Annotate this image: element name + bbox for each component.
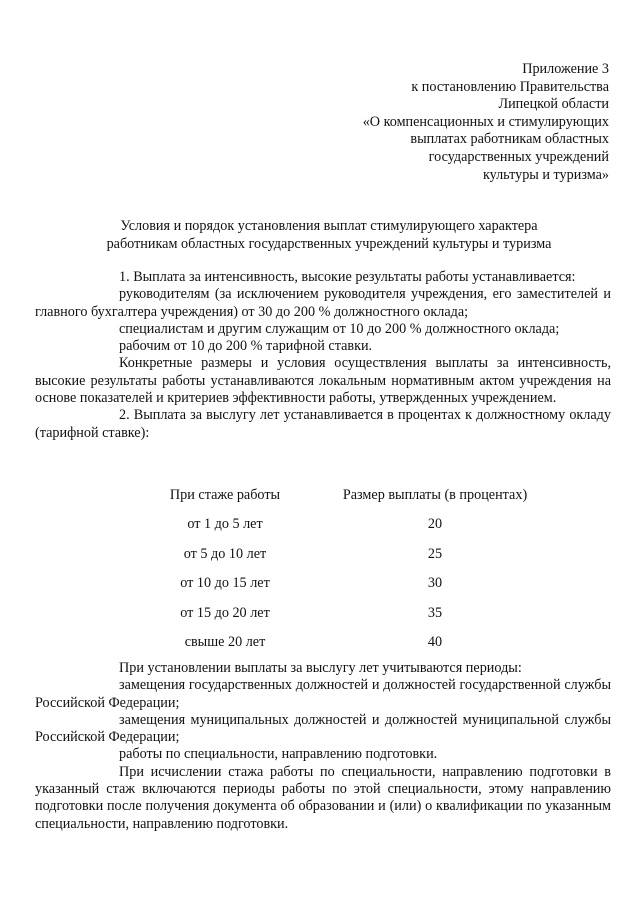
managers-paragraph: руководителям (за исключением руководителя учреждения, его заместителей и главного бухгалтера учреждения) от 30 до 200 % должностного оклада;	[35, 286, 611, 320]
section1-heading: 1. Выплата за интенсивность, высокие результаты работы устанавливается:	[119, 269, 576, 285]
details-paragraph: Конкретные размеры и условия осуществления выплаты за интенсивность, высокие результаты работы устанавливаются локальным нормативным актом учреждения на основе показателей и критериев эффективности работы, утвержденных учреждением.	[35, 355, 611, 407]
annex-line: Липецкой области	[498, 96, 609, 113]
periods-section	[35, 660, 611, 833]
periods-intro: При установлении выплаты за выслугу лет учитываются периоды:	[119, 660, 522, 676]
table-cell-percent: 25	[427, 545, 443, 562]
table-row	[150, 516, 570, 546]
document-title	[60, 218, 598, 253]
table-cell-period: от 1 до 5 лет	[187, 516, 263, 532]
workers-paragraph: рабочим от 10 до 200 % тарифной ставки.	[119, 338, 373, 355]
section-1	[35, 269, 611, 442]
table-row	[150, 575, 570, 605]
table-cell-percent: 35	[427, 604, 443, 621]
table-header-cell: При стаже работы	[169, 487, 281, 503]
periods-calculation: При исчислении стажа работы по специальности, направлению подготовки в указанный стаж включаются периоды работы по этой специальности, этому направлению подготовки после получения документа об образовании и (или) о квалификации по указанным специальности, направлению подготовки.	[35, 763, 611, 832]
table-cell-period: от 15 до 20 лет	[180, 604, 270, 621]
annex-line: Приложение 3	[522, 61, 609, 77]
annex-line: к постановлению Правительства	[411, 78, 609, 95]
title-line-2: работникам областных государственных учреждений культуры и туризма	[106, 235, 552, 252]
table-cell-percent: 20	[427, 516, 443, 532]
table-row	[150, 605, 570, 635]
periods-state-service: замещения государственных должностей и должностей государственной службы Российской Федерации;	[35, 677, 611, 711]
table-cell-period: от 5 до 10 лет	[183, 545, 267, 562]
table-cell-percent: 30	[427, 575, 443, 591]
table-row	[150, 546, 570, 576]
specialists-paragraph: специалистам и другим служащим от 10 до 200 % должностного оклада;	[119, 320, 560, 337]
periods-municipal-service: замещения муниципальных должностей и должностей муниципальной службы Российской Федерации;	[35, 711, 611, 746]
table-cell-period: свыше 20 лет	[184, 634, 266, 650]
title-line-1: Условия и порядок установления выплат стимулирующего характера	[120, 218, 538, 234]
table-cell-percent: 40	[427, 634, 443, 650]
table-header-cell: Размер выплаты (в процентах)	[342, 487, 528, 503]
periods-specialty-work: работы по специальности, направлению подготовки.	[119, 746, 438, 763]
table-cell-period: от 10 до 15 лет	[180, 575, 270, 591]
annex-line: выплатах работникам областных	[410, 131, 609, 148]
section2-heading: 2. Выплата за выслугу лет устанавливается в процентах к должностному окладу (тарифной ставке):	[35, 407, 611, 441]
annex-line: государственных учреждений	[428, 148, 609, 165]
annex-header	[289, 61, 609, 184]
seniority-table	[150, 487, 570, 664]
annex-line: «О компенсационных и стимулирующих	[362, 113, 609, 130]
annex-line: культуры и туризма»	[482, 166, 609, 183]
table-header-row	[150, 487, 570, 516]
